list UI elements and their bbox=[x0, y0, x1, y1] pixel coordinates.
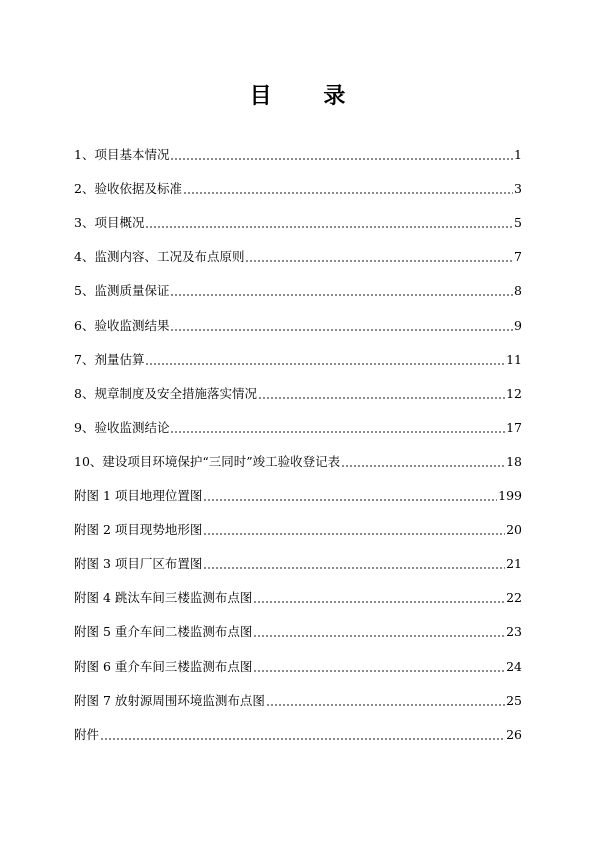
toc-entry-page: 20 bbox=[506, 522, 522, 538]
toc-dot-leader bbox=[170, 329, 513, 331]
toc-dot-leader bbox=[100, 738, 505, 740]
toc-dot-leader bbox=[203, 567, 505, 569]
toc-entry[interactable] bbox=[74, 540, 522, 574]
toc-entry-page: 5 bbox=[514, 215, 522, 231]
toc-entry[interactable] bbox=[74, 233, 522, 267]
toc-entry[interactable] bbox=[74, 267, 522, 301]
toc-entry-label: 6、验收监测结果 bbox=[74, 317, 170, 333]
toc-dot-leader bbox=[203, 499, 497, 501]
toc-entry-label: 附图 2 项目现势地形图 bbox=[74, 522, 203, 538]
toc-entry-label: 3、项目概况 bbox=[74, 215, 145, 231]
toc-entry[interactable] bbox=[74, 711, 522, 745]
toc-entry-label: 附图 5 重介车间二楼监测布点图 bbox=[74, 624, 253, 640]
toc-dot-leader bbox=[253, 635, 505, 637]
toc-entry[interactable] bbox=[74, 506, 522, 540]
toc-entry-page: 9 bbox=[514, 317, 522, 333]
toc-entry-label: 附件 bbox=[74, 726, 100, 742]
toc-dot-leader bbox=[253, 601, 505, 603]
toc-entry-page: 17 bbox=[506, 419, 522, 435]
toc-entry-label: 10、建设项目环境保护“三同时”竣工验收登记表 bbox=[74, 453, 341, 469]
toc-dot-leader bbox=[183, 192, 513, 194]
toc-entry-label: 4、监测内容、工况及布点原则 bbox=[74, 249, 245, 265]
toc-entry-label: 9、验收监测结论 bbox=[74, 419, 170, 435]
toc-entry[interactable] bbox=[74, 301, 522, 335]
toc-entry[interactable] bbox=[74, 438, 522, 472]
toc-dot-leader bbox=[245, 260, 513, 262]
toc-entry-label: 附图 7 放射源周围环境监测布点图 bbox=[74, 692, 265, 708]
toc-entry-label: 附图 1 项目地理位置图 bbox=[74, 488, 203, 504]
toc-title: 目 录 bbox=[249, 84, 368, 109]
toc-list bbox=[74, 131, 522, 745]
toc-dot-leader bbox=[341, 465, 505, 467]
toc-entry-label: 5、监测质量保证 bbox=[74, 283, 170, 299]
toc-entry[interactable] bbox=[74, 165, 522, 199]
toc-entry-page: 21 bbox=[506, 556, 522, 572]
toc-entry[interactable] bbox=[74, 677, 522, 711]
toc-entry-page: 7 bbox=[514, 249, 522, 265]
toc-entry-page: 24 bbox=[506, 658, 522, 674]
toc-entry-page: 8 bbox=[514, 283, 522, 299]
toc-entry-page: 199 bbox=[498, 488, 522, 504]
toc-entry[interactable] bbox=[74, 472, 522, 506]
toc-entry-label: 1、项目基本情况 bbox=[74, 147, 170, 163]
toc-entry-page: 22 bbox=[506, 590, 522, 606]
toc-entry-page: 1 bbox=[514, 147, 522, 163]
toc-entry-label: 2、验收依据及标准 bbox=[74, 181, 182, 197]
toc-entry[interactable] bbox=[74, 642, 522, 676]
toc-dot-leader bbox=[170, 294, 513, 296]
toc-entry-page: 26 bbox=[506, 726, 522, 742]
toc-dot-leader bbox=[170, 158, 513, 160]
toc-entry[interactable] bbox=[74, 608, 522, 642]
toc-entry-page: 23 bbox=[506, 624, 522, 640]
toc-dot-leader bbox=[145, 363, 505, 365]
toc-entry-label: 附图 4 跳汰车间三楼监测布点图 bbox=[74, 590, 253, 606]
toc-dot-leader bbox=[253, 670, 505, 672]
toc-entry[interactable] bbox=[74, 199, 522, 233]
toc-entry-page: 25 bbox=[506, 692, 522, 708]
toc-entry[interactable] bbox=[74, 131, 522, 165]
toc-entry-label: 附图 3 项目厂区布置图 bbox=[74, 556, 203, 572]
toc-entry[interactable] bbox=[74, 336, 522, 370]
toc-entry-page: 11 bbox=[506, 351, 522, 367]
toc-entry[interactable] bbox=[74, 370, 522, 404]
toc-dot-leader bbox=[145, 226, 513, 228]
toc-entry-page: 3 bbox=[514, 181, 522, 197]
toc-dot-leader bbox=[203, 533, 505, 535]
toc-entry[interactable] bbox=[74, 574, 522, 608]
toc-dot-leader bbox=[258, 397, 505, 399]
toc-entry-label: 附图 6 重介车间三楼监测布点图 bbox=[74, 658, 253, 674]
toc-entry-label: 8、规章制度及安全措施落实情况 bbox=[74, 385, 257, 401]
toc-dot-leader bbox=[170, 431, 505, 433]
toc-entry[interactable] bbox=[74, 404, 522, 438]
toc-dot-leader bbox=[266, 704, 505, 706]
toc-entry-label: 7、剂量估算 bbox=[74, 351, 145, 367]
toc-entry-page: 12 bbox=[506, 385, 522, 401]
toc-entry-page: 18 bbox=[506, 453, 522, 469]
